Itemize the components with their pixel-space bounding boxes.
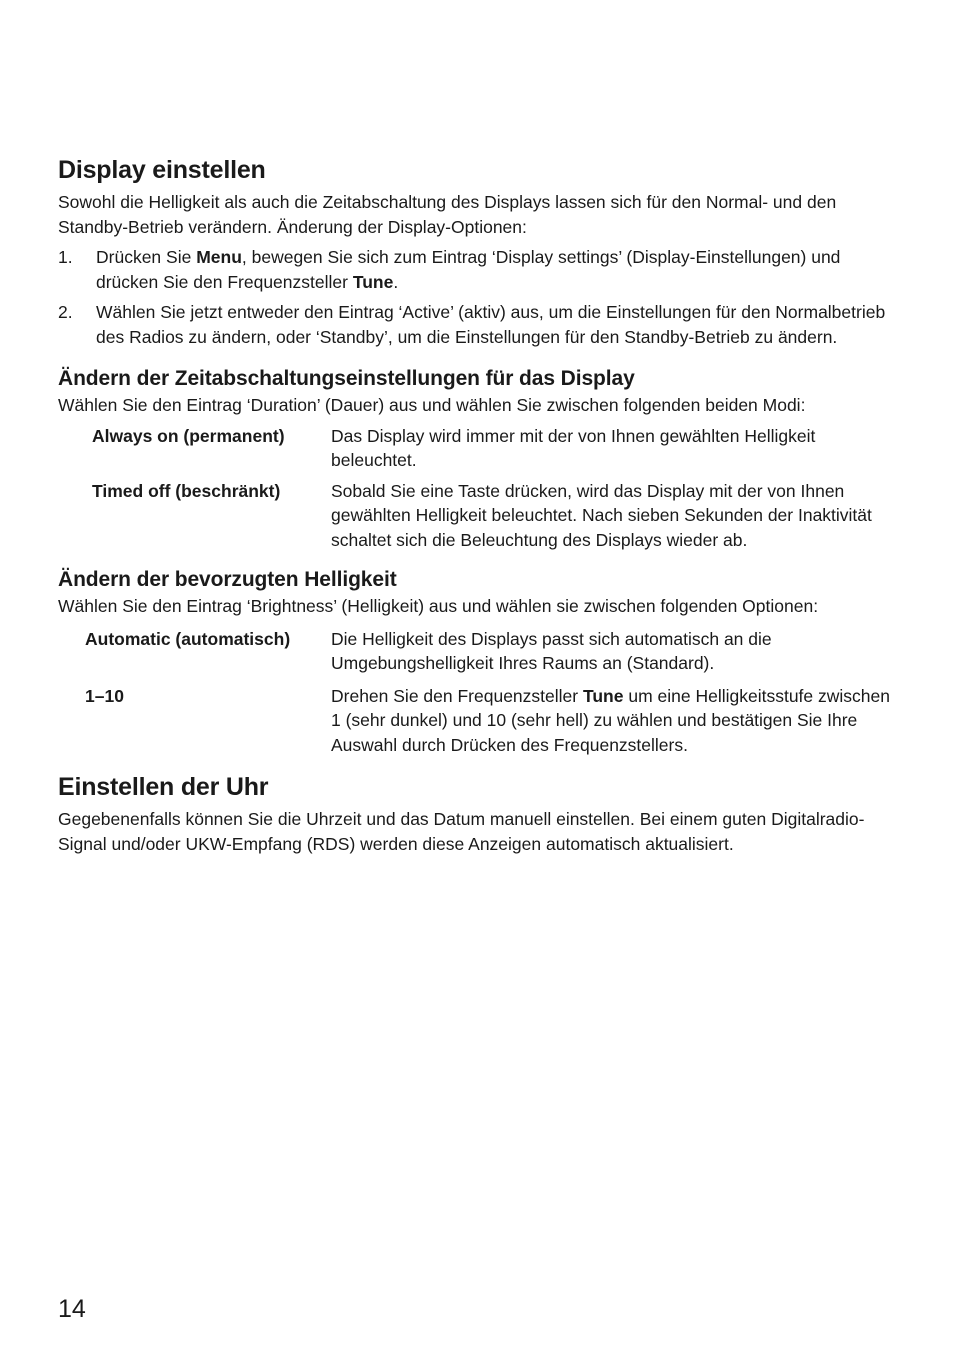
- section-title-display: Display einstellen: [58, 156, 266, 184]
- option-row: [58, 627, 900, 676]
- option-term: Timed off (beschränkt): [92, 480, 281, 501]
- option-term: Automatic (automatisch): [85, 628, 291, 649]
- option-row: [58, 684, 900, 758]
- option-desc: Das Display wird immer mit der von Ihnen gewählten Helligkeit beleuchtet.: [331, 425, 816, 470]
- option-desc-part: um eine Helligkeitsstufe zwischen 1 (sehr dunkel) und 10 (sehr hell) zu wählen und bestätigen Sie Ihre Auswahl durch Drücken des Frequenzstellers.: [331, 685, 890, 755]
- section-intro-brightness: Wählen Sie den Eintrag ‘Brightness’ (Helligkeit) aus und wählen sie zwischen folgenden Optionen:: [58, 596, 819, 616]
- section-intro-clock: Gegebenenfalls können Sie die Uhrzeit und das Datum manuell einstellen. Bei einem guten Digitalradio-Signal und/oder UKW-Empfang (RDS) werden diese Anzeigen automatisch aktualisiert.: [58, 809, 865, 854]
- section-title-brightness: Ändern der bevorzugten Helligkeit: [58, 568, 397, 591]
- option-row: [58, 424, 900, 473]
- steps-list: [58, 245, 900, 349]
- timeout-options-table: [58, 424, 900, 553]
- step-text-part: Drücken Sie: [96, 247, 197, 267]
- page-content: [58, 150, 900, 856]
- option-term: 1–10: [85, 685, 124, 706]
- option-term: Always on (permanent): [92, 425, 285, 446]
- section-intro-display: Sowohl die Helligkeit als auch die Zeitabschaltung des Displays lassen sich für den Normal- und den Standby-Betrieb verändern. Änderung der Display-Optionen:: [58, 192, 837, 237]
- option-row: [58, 479, 900, 553]
- step-text: Wählen Sie jetzt entweder den Eintrag ‘Active’ (aktiv) aus, um die Einstellungen für den Normalbetrieb des Radios zu ändern, oder ‘Standby’, um die Einstellungen für den Standby-Betrieb zu ändern.: [96, 302, 886, 347]
- option-desc-part: Drehen Sie den Frequenzsteller: [331, 685, 583, 706]
- list-item: [58, 245, 900, 294]
- brightness-options-table: [58, 627, 900, 758]
- step-text-part: , bewegen Sie sich zum Eintrag ‘Display settings’ (Display-Einstellungen) und drücken Sie den Frequenzsteller: [96, 247, 841, 292]
- step-text: [96, 245, 900, 294]
- tune-key-label: Tune: [582, 685, 624, 706]
- step-text-part: .: [393, 271, 399, 292]
- option-desc: Die Helligkeit des Displays passt sich automatisch an die Umgebungshelligkeit Ihres Raums an (Standard).: [331, 628, 772, 673]
- section-intro-timeout: Wählen Sie den Eintrag ‘Duration’ (Dauer) aus und wählen Sie zwischen folgenden beiden Modi:: [58, 395, 806, 415]
- section-title-timeout: Ändern der Zeitabschaltungseinstellungen für das Display: [58, 367, 635, 390]
- step-number: 1.: [58, 247, 73, 267]
- option-desc: Sobald Sie eine Taste drücken, wird das Display mit der von Ihnen gewählten Helligkeit beleuchtet. Nach sieben Sekunden der Inaktivität schaltet sich die Beleuchtung des Displays wieder ab.: [331, 480, 872, 550]
- section-title-clock: Einstellen der Uhr: [58, 773, 269, 801]
- step-number: 2.: [58, 302, 73, 322]
- option-desc: [331, 684, 900, 758]
- list-item: [58, 300, 900, 349]
- tune-key-label: Tune: [352, 271, 394, 292]
- menu-key-label: Menu: [196, 247, 242, 267]
- page-number: 14: [58, 1295, 86, 1323]
